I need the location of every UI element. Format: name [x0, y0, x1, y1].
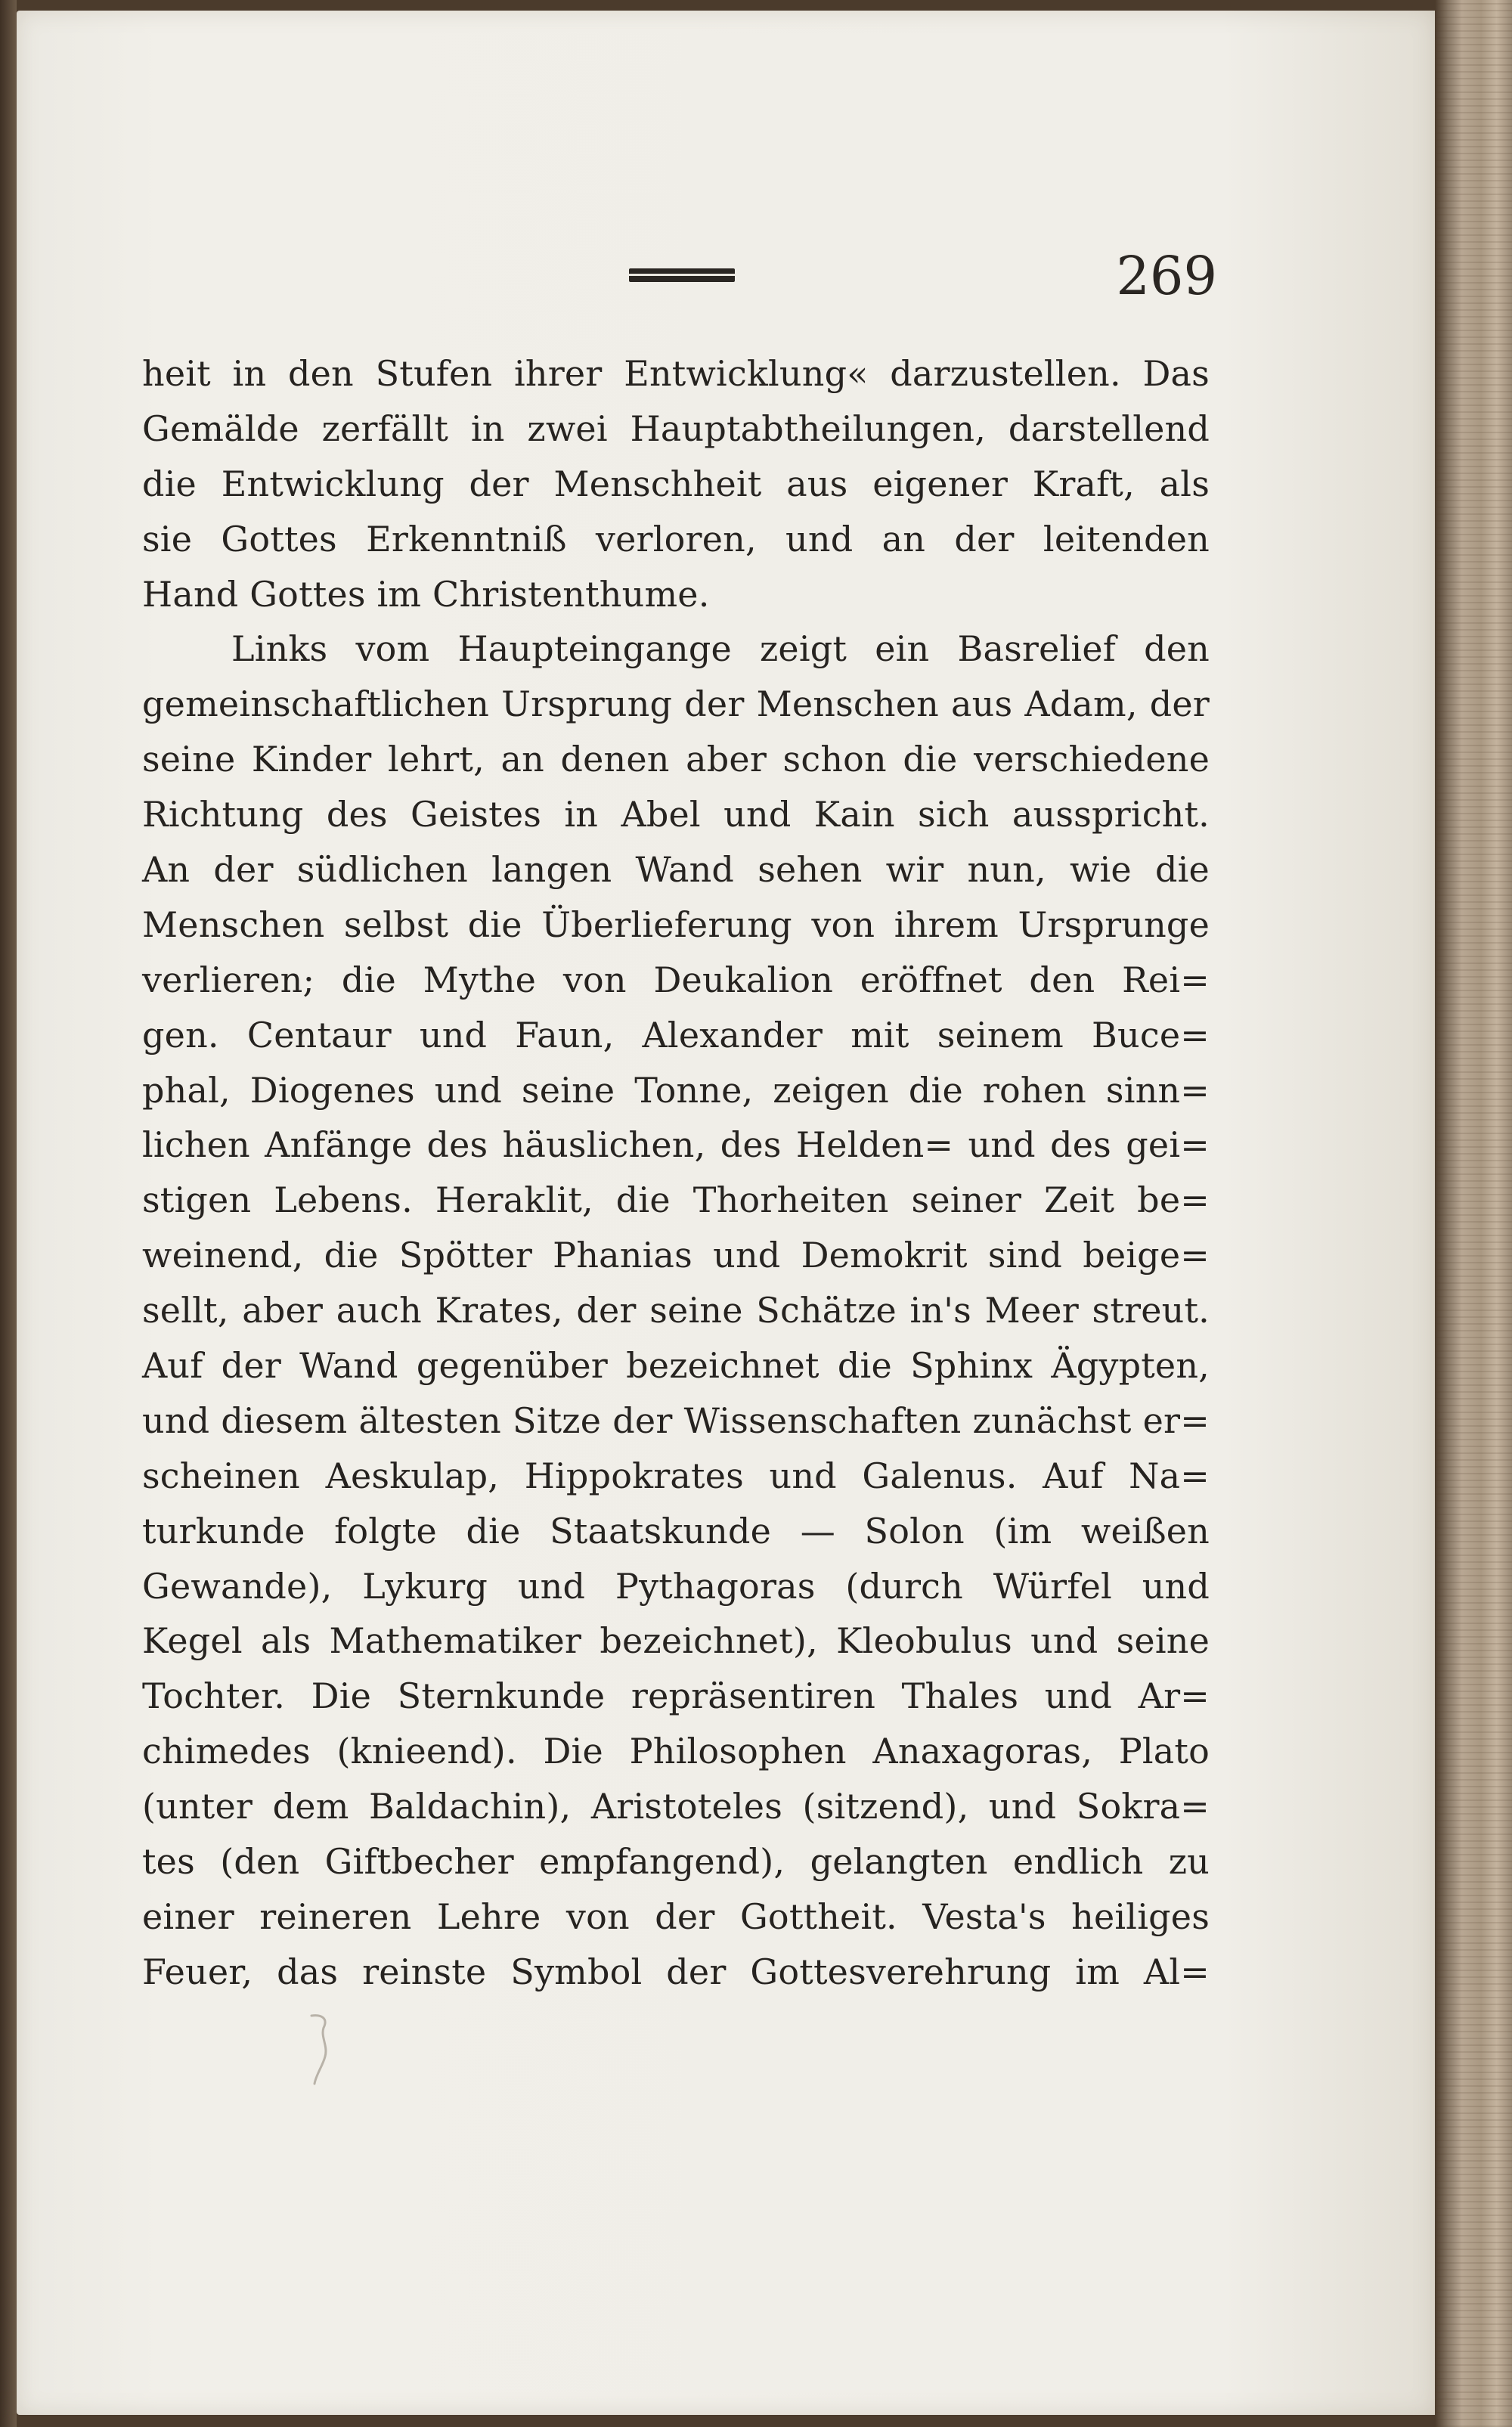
text-line: turkunde folgte die Staatskunde — Solon (im weißen — [142, 1510, 1210, 1551]
pencil-mark-icon — [305, 2011, 336, 2087]
text-line: heit in den Stufen ihrer Entwicklung« darzustellen. Das — [142, 353, 1210, 394]
text-line: einer reineren Lehre von der Gottheit. Vesta's heiliges — [142, 1895, 1210, 1937]
page-number: 269 — [1116, 245, 1217, 307]
text-line: lichen Anfänge des häuslichen, des Helden= und des gei= — [142, 1124, 1210, 1166]
text-line: Richtung des Geistes in Abel und Kain sich ausspricht. — [142, 794, 1210, 835]
header-ornament-rule — [629, 268, 735, 282]
text-line: An der südlichen langen Wand sehen wir nun, wie die — [142, 849, 1210, 891]
text-line: Menschen selbst die Überlieferung von ihrem Ursprunge — [142, 904, 1210, 945]
text-line: chimedes (knieend). Die Philosophen Anaxagoras, Plato — [142, 1731, 1210, 1772]
text-line: Hand Gottes im Christenthume. — [142, 573, 710, 615]
text-line: Auf der Wand gegenüber bezeichnet die Sphinx Ägypten, — [142, 1345, 1210, 1387]
text-line: sie Gottes Erkenntniß verloren, und an der leitenden — [142, 518, 1210, 559]
text-line: scheinen Aeskulap, Hippokrates und Galenus. Auf Na= — [142, 1455, 1210, 1496]
text-line-paragraph-start: Links vom Haupteingange zeigt ein Basrelief den — [231, 628, 1210, 670]
text-line: seine Kinder lehrt, an denen aber schon die verschiedene — [142, 739, 1210, 780]
text-line: (unter dem Baldachin), Aristoteles (sitzend), und Sokra= — [142, 1786, 1210, 1827]
text-line: Kegel als Mathematiker bezeichnet), Kleobulus und seine — [142, 1620, 1210, 1662]
text-line: Gewande), Lykurg und Pythagoras (durch Würfel und — [142, 1565, 1210, 1607]
text-line: und diesem ältesten Sitze der Wissenschaften zunächst er= — [142, 1399, 1210, 1441]
text-line: sellt, aber auch Krates, der seine Schätze in's Meer streut. — [142, 1290, 1210, 1331]
left-page-edge — [0, 0, 17, 2427]
text-line: Gemälde zerfällt in zwei Hauptabtheilungen, darstellend — [142, 408, 1210, 449]
text-line: stigen Lebens. Heraklit, die Thorheiten seiner Zeit be= — [142, 1179, 1210, 1221]
text-line: verlieren; die Mythe von Deukalion eröffnet den Rei= — [142, 959, 1210, 1000]
text-line: Feuer, das reinste Symbol der Gottesverehrung im Al= — [142, 1951, 1210, 1992]
text-line: weinend, die Spötter Phanias und Demokrit sind beige= — [142, 1235, 1210, 1276]
text-line: die Entwicklung der Menschheit aus eigener Kraft, als — [142, 463, 1210, 504]
text-line: gemeinschaftlichen Ursprung der Menschen aus Adam, der — [142, 683, 1210, 725]
text-line: tes (den Giftbecher empfangend), gelangten endlich zu — [142, 1841, 1210, 1883]
body-text — [142, 346, 1210, 2000]
text-line: gen. Centaur und Faun, Alexander mit seinem Buce= — [142, 1014, 1210, 1055]
text-line: Tochter. Die Sternkunde repräsentiren Thales und Ar= — [142, 1675, 1210, 1717]
page-stack-lines — [1435, 0, 1512, 2427]
text-line: phal, Diogenes und seine Tonne, zeigen die rohen sinn= — [142, 1069, 1210, 1111]
